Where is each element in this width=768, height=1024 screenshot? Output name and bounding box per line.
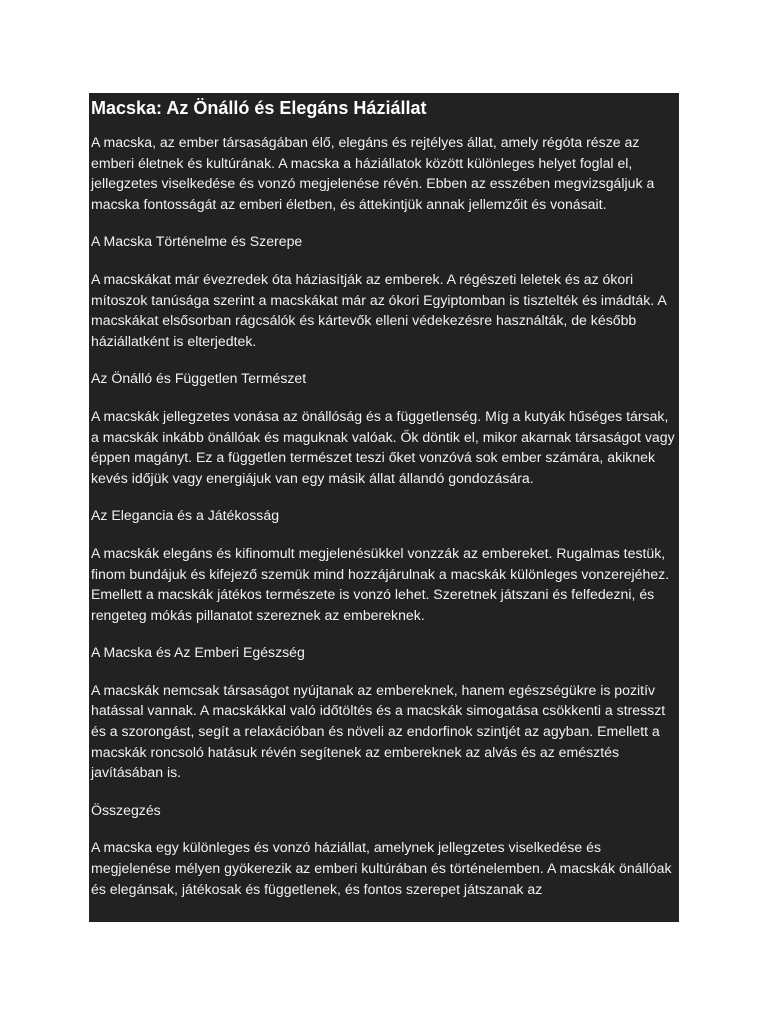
- section-heading-history: A Macska Történelme és Szerepe: [91, 233, 303, 250]
- section-heading-health: A Macska és Az Emberi Egészség: [91, 644, 305, 661]
- section-heading-summary: Összegzés: [91, 801, 161, 818]
- section-heading-independence: Az Önálló és Független Természet: [91, 370, 307, 387]
- document-body: [89, 132, 679, 899]
- section-body-summary: A macska egy különleges és vonzó háziállat, amelynek jellegzetes viselkedése és megjelenése mélyen gyökerezik az emberi kultúrában és történelemben. A macskák önállóak és elegánsak, játékosak és függetlenek, és fontos szerepet játszanak az: [91, 839, 672, 897]
- section-heading-elegance: Az Elegancia és a Játékosság: [91, 507, 280, 524]
- section-body-health: A macskák nemcsak társaságot nyújtanak az embereknek, hanem egészségükre is pozitív hatással vannak. A macskákkal való időtöltés és a macskák simogatása csökkenti a stresszt és a szorongást, segít a relaxációban és növeli az endorfinok szintjét az agyban. Emellett a macskák roncsoló hatásuk révén segítenek az embereknek az alvás és az emésztés javításában is.: [91, 681, 666, 781]
- section-body-independence: A macskák jellegzetes vonása az önállóság és a függetlenség. Míg a kutyák hűséges társak, a macskák inkább önállóak és maguknak valóak. Ők döntik el, mikor akarnak társaságot vagy éppen magányt. Ez a független természet teszi őket vonzóvá sok ember számára, akiknek kevés időjük vagy energiájuk van egy másik állat állandó gondozására.: [91, 407, 675, 486]
- document-block: [89, 93, 679, 922]
- section-body-history: A macskákat már évezredek óta háziasítják az emberek. A régészeti leletek és az ókori mítoszok tanúsága szerint a macskákat már az ókori Egyiptomban is tisztelték és imádták. A macskákat elsősorban rágcsálók és kártevők elleni védekezésre használták, de később háziállatként is elterjedtek.: [91, 270, 666, 349]
- section-body-elegance: A macskák elegáns és kifinomult megjelenésükkel vonzzák az embereket. Rugalmas testük, finom bundájuk és kifejező szemük mind hozzájárulnak a macskák különleges vonzerejéhez. Emellett a macskák játékos természete is vonzó lehet. Szeretnek játszani és felfedezni, és rengeteg mókás pillanatot szereznek az embereknek.: [91, 544, 670, 623]
- document-title: Macska: Az Önálló és Elegáns Háziállat: [91, 98, 427, 118]
- intro-paragraph: A macska, az ember társaságában élő, elegáns és rejtélyes állat, amely régóta része az emberi életnek és kultúrának. A macska a háziállatok között különleges helyet foglal el, jellegzetes viselkedése és vonzó megjelenése révén. Ebben az esszében megvizsgáljuk a macska fontosságát az emberi életben, és áttekintjük annak jellemzőit és vonásait.: [91, 134, 655, 212]
